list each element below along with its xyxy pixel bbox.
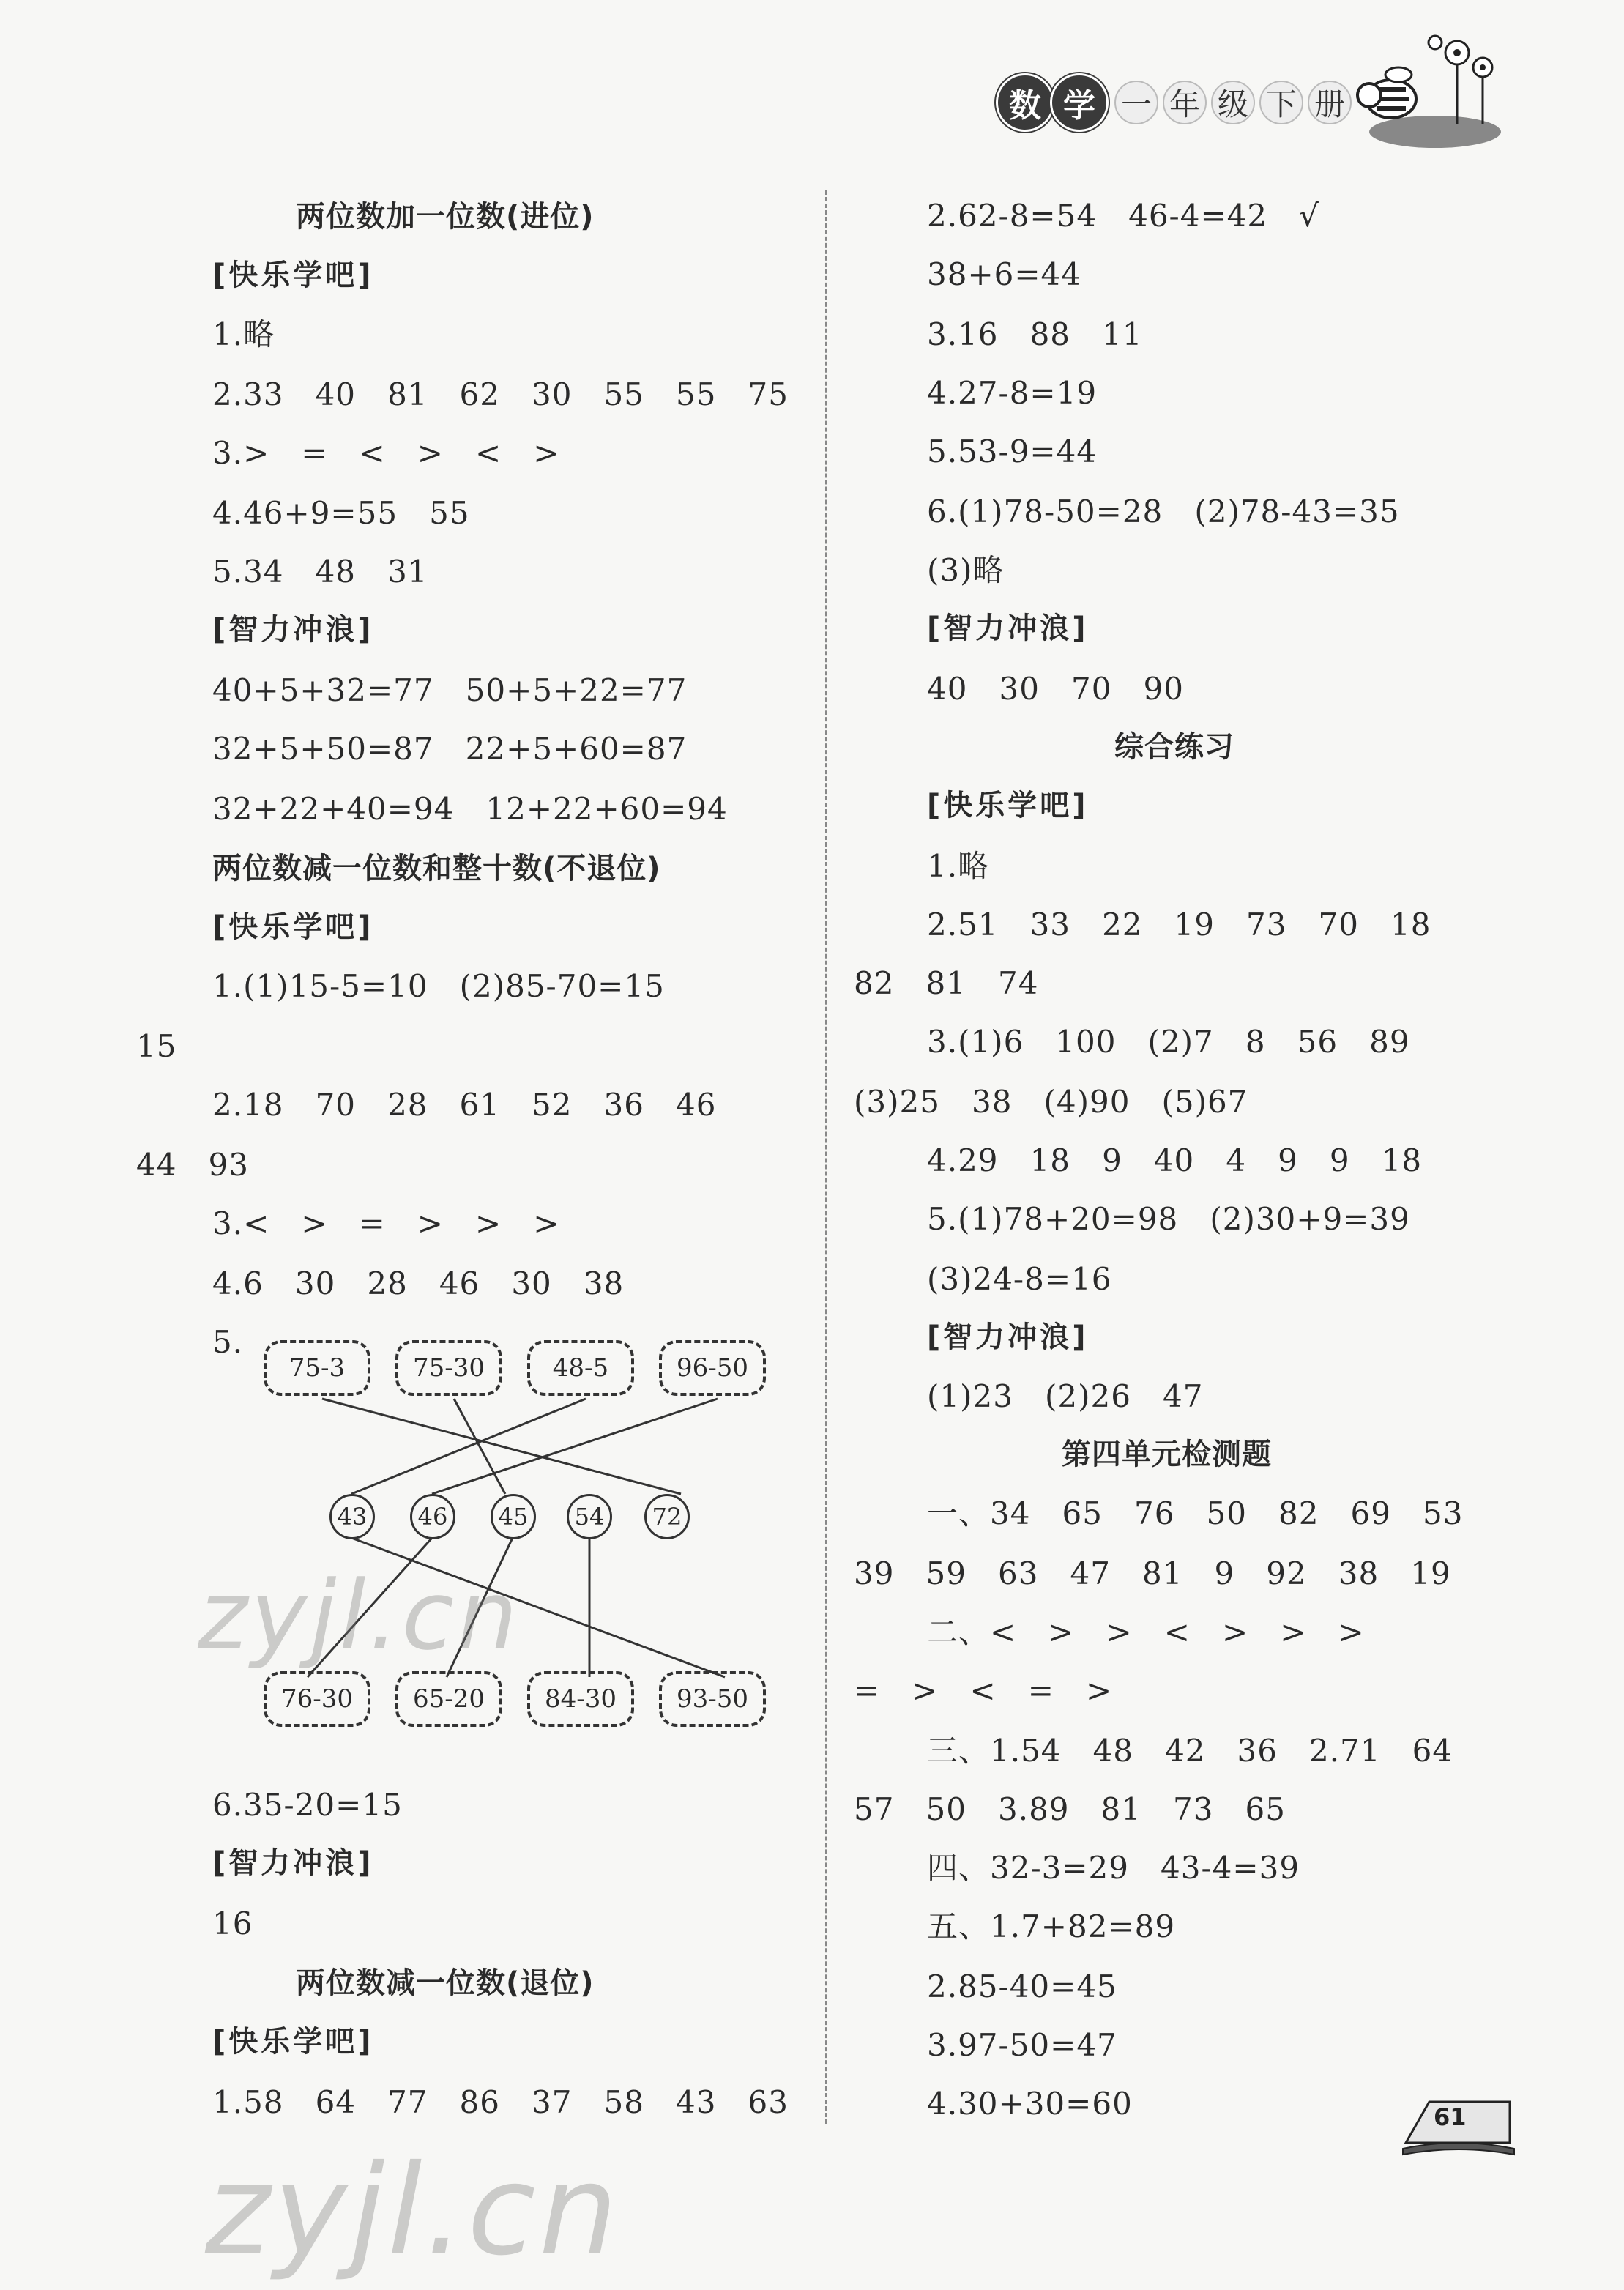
subject-char: 学 <box>1050 73 1109 132</box>
top-expression: 75-3 <box>264 1340 370 1396</box>
watermark: zyjl.cn <box>198 1560 521 1671</box>
bee-flower-illustration <box>1347 29 1508 154</box>
page-number: 61 <box>1434 2103 1467 2131</box>
answer-line: 3.16 88 11 <box>927 316 1143 352</box>
answer-line: 4.46+9=55 55 <box>212 495 470 531</box>
answer-line: 44 93 <box>136 1147 249 1183</box>
answer-line: 5. <box>212 1324 244 1360</box>
answer-line: 5.(1)78+20=98 (2)30+9=39 <box>927 1201 1410 1237</box>
answer-line: 3.> = < > < > <box>212 435 560 471</box>
section-title: 两位数加一位数(进位) <box>296 200 595 234</box>
grade-char: 级 <box>1211 81 1255 124</box>
answer-line: 57 50 3.89 81 73 65 <box>854 1791 1286 1827</box>
grade-char: 年 <box>1163 81 1207 124</box>
top-expression: 48-5 <box>527 1340 634 1396</box>
answer-circle: 46 <box>410 1494 455 1539</box>
bottom-expression: 84-30 <box>527 1671 634 1727</box>
answer-line: 3.< > = > > > <box>212 1205 560 1241</box>
answer-circle: 72 <box>644 1494 690 1539</box>
column-divider <box>825 190 827 2124</box>
book-title <box>996 73 1356 132</box>
answer-circle: 54 <box>567 1494 612 1539</box>
section-tag: [智力冲浪] <box>212 613 374 647</box>
answer-line: 32+5+50=87 22+5+60=87 <box>212 731 688 767</box>
answer-line: 40 30 70 90 <box>927 671 1184 707</box>
answer-line: 五、1.7+82=89 <box>927 1908 1176 1944</box>
answer-line: 四、32-3=29 43-4=39 <box>927 1850 1300 1886</box>
grade-char: 一 <box>1114 81 1158 124</box>
answer-line: 2.62-8=54 46-4=42 √ <box>927 198 1319 234</box>
section-tag: [智力冲浪] <box>927 1320 1089 1354</box>
section-title: 综合练习 <box>1114 730 1234 764</box>
bottom-expression: 65-20 <box>395 1671 502 1727</box>
answer-line: 2.51 33 22 19 73 70 18 <box>927 907 1431 943</box>
answer-line: 39 59 63 47 81 9 92 38 19 <box>854 1555 1451 1591</box>
section-tag: [快乐学吧] <box>212 2025 374 2059</box>
answer-line: 2.18 70 28 61 52 36 46 <box>212 1087 717 1123</box>
answer-line: 三、1.54 48 42 36 2.71 64 <box>927 1733 1453 1769</box>
answer-line: 1.58 64 77 86 37 58 43 63 <box>212 2084 789 2120</box>
answer-line: 15 <box>136 1028 177 1064</box>
answer-line: 2.33 40 81 62 30 55 55 75 <box>212 376 789 412</box>
section-tag: [快乐学吧] <box>212 910 374 944</box>
answer-line: 5.53-9=44 <box>927 434 1098 469</box>
subject-char: 数 <box>996 73 1054 132</box>
matching-diagram <box>249 1318 791 1758</box>
section-tag: [智力冲浪] <box>927 611 1089 645</box>
section-title: 两位数减一位数(退位) <box>296 1966 595 2000</box>
section-tag: [快乐学吧] <box>212 259 374 292</box>
answer-line: 3.97-50=47 <box>927 2027 1117 2063</box>
top-expression: 75-30 <box>395 1340 502 1396</box>
answer-line: (3)略 <box>927 552 1005 588</box>
answer-line: 38+6=44 <box>927 256 1081 292</box>
answer-circle: 45 <box>491 1494 536 1539</box>
answer-circle: 43 <box>329 1494 375 1539</box>
answer-line: 1.(1)15-5=10 (2)85-70=15 <box>212 968 665 1004</box>
answer-line: 6.(1)78-50=28 (2)78-43=35 <box>927 494 1400 529</box>
bottom-expression: 93-50 <box>659 1671 766 1727</box>
watermark: zyjl.cn <box>205 2138 621 2283</box>
answer-line: 一、34 65 76 50 82 69 53 <box>927 1495 1464 1531</box>
answer-line: 16 <box>212 1906 253 1941</box>
answer-line: = > < = > <box>854 1673 1113 1709</box>
answer-line: (3)25 38 (4)90 (5)67 <box>854 1084 1248 1120</box>
bottom-expression: 76-30 <box>264 1671 370 1727</box>
answer-line: 4.30+30=60 <box>927 2086 1133 2122</box>
top-expression: 96-50 <box>659 1340 766 1396</box>
answer-line: 二、< > > < > > > <box>927 1614 1365 1650</box>
section-title: 第四单元检测题 <box>1062 1438 1272 1471</box>
answer-line: 3.(1)6 100 (2)7 8 56 89 <box>927 1024 1410 1060</box>
answer-line: (3)24-8=16 <box>927 1261 1112 1297</box>
answer-line: 6.35-20=15 <box>212 1787 403 1823</box>
grade-char: 下 <box>1259 81 1303 124</box>
answer-line: 4.6 30 28 46 30 38 <box>212 1265 625 1301</box>
answer-line: 4.29 18 9 40 4 9 9 18 <box>927 1142 1423 1178</box>
answer-line: 5.34 48 31 <box>212 554 428 590</box>
section-tag: [快乐学吧] <box>927 789 1089 822</box>
section-tag: [智力冲浪] <box>212 1846 374 1880</box>
grade-char: 册 <box>1308 81 1352 124</box>
page-header <box>996 29 1508 161</box>
answer-line: 32+22+40=94 12+22+60=94 <box>212 791 728 827</box>
answer-line: 1.略 <box>212 316 275 352</box>
answer-line: 1.略 <box>927 848 990 884</box>
section-title: 两位数减一位数和整十数(不退位) <box>212 852 661 885</box>
answer-line: 40+5+32=77 50+5+22=77 <box>212 672 688 708</box>
answer-line: 4.27-8=19 <box>927 375 1098 411</box>
answer-line: 2.85-40=45 <box>927 1969 1117 2004</box>
answer-line: (1)23 (2)26 47 <box>927 1378 1204 1414</box>
answer-line: 82 81 74 <box>854 965 1039 1001</box>
